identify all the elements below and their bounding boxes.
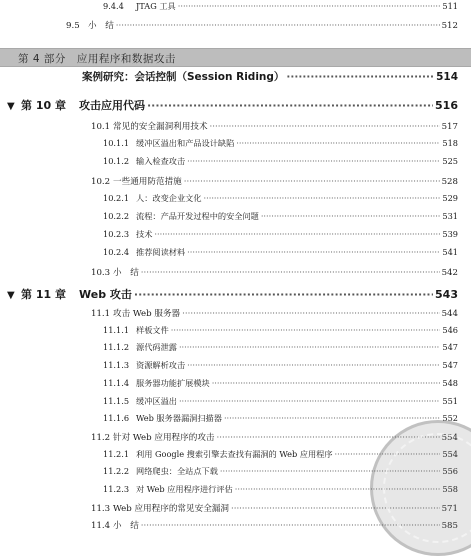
toc-entry[interactable] (91, 175, 458, 187)
entry-number: 10.3 (91, 267, 111, 278)
chapter-title: 攻击应用代码 (79, 99, 145, 112)
entry-title: 技术 (136, 229, 153, 240)
entry-page: 558 (442, 484, 458, 494)
dot-leader (179, 396, 440, 406)
entry-number: 11.1 (91, 309, 111, 319)
entry-title: 资源解析攻击 (136, 360, 186, 371)
dot-leader (187, 247, 440, 257)
entry-page: 548 (442, 377, 458, 388)
entry-page: 556 (442, 466, 458, 477)
entry-title: 缓冲区溢出和产品设计缺陷 (136, 138, 235, 149)
toc-entry[interactable] (103, 413, 458, 424)
dot-leader (210, 122, 440, 132)
chapter-page: 543 (435, 288, 458, 301)
entry-page: 512 (441, 21, 458, 31)
dot-leader (141, 268, 440, 278)
dot-leader (187, 156, 440, 166)
entry-number: 10.1.1 (103, 138, 130, 149)
dot-leader (204, 193, 441, 203)
toc-entry[interactable] (91, 120, 458, 132)
entry-page: 517 (441, 122, 458, 132)
entry-number: 9.5 (66, 21, 80, 31)
entry-page: 547 (442, 360, 458, 371)
dot-leader (134, 288, 433, 301)
entry-number: 11.2 (91, 432, 111, 443)
entry-title: 利用 Google 搜索引擎去查找有漏洞的 Web 应用程序 (136, 448, 333, 459)
toc-entry[interactable] (103, 396, 458, 407)
toc-entry[interactable] (103, 378, 458, 389)
dot-leader (261, 211, 441, 221)
entry-page: 585 (441, 521, 458, 532)
toc-entry[interactable] (103, 229, 458, 240)
entry-number: 11.2.1 (103, 448, 130, 459)
chapter-title: Web 攻击 (79, 288, 132, 301)
dot-leader (224, 413, 440, 423)
entry-title: 常见的安全漏洞利用技术 (113, 122, 208, 132)
entry-page: 528 (441, 176, 458, 187)
dot-leader (212, 378, 441, 388)
entry-page: 554 (442, 448, 458, 459)
entry-page: 541 (442, 247, 458, 258)
toc-case-study[interactable] (82, 69, 458, 84)
entry-title: 人：改变企业文化 (136, 192, 202, 203)
entry-page: 551 (442, 395, 458, 406)
entry-title: 推荐阅读材料 (136, 247, 186, 258)
entry-page: 511 (442, 1, 458, 11)
entry-number: 11.1.5 (103, 395, 130, 406)
part-heading: 第 4 部分 应用程序和数据攻击 (18, 53, 176, 65)
entry-page: 529 (442, 192, 458, 203)
entry-title: 对 Web 应用程序进行评估 (136, 484, 233, 494)
dot-leader (147, 99, 433, 112)
toc-entry[interactable] (103, 247, 458, 258)
toc-entry-9-5[interactable] (66, 19, 458, 31)
chapter-number: 第 10 章 (21, 99, 66, 112)
entry-page: 531 (442, 211, 458, 221)
entry-number: 10.2 (91, 176, 111, 187)
entry-page: 571 (441, 503, 458, 514)
toc-entry[interactable] (103, 342, 458, 353)
case-study-page: 514 (436, 71, 458, 83)
chapter-page: 516 (435, 99, 458, 112)
dot-leader (179, 342, 440, 352)
toc-chapter-10[interactable] (0, 97, 458, 113)
entry-title: Web 服务器漏洞扫描器 (136, 413, 222, 424)
toc-chapter-11[interactable] (0, 286, 458, 302)
entry-number: 10.2.1 (103, 192, 130, 203)
part-heading-band (0, 48, 471, 67)
dot-leader (187, 360, 440, 370)
entry-title: 源代码泄露 (136, 342, 177, 353)
entry-number: 10.1.2 (103, 156, 130, 167)
entry-title: JTAG 工具 (136, 1, 176, 11)
entry-title: 攻击 Web 服务器 (113, 309, 181, 319)
entry-title: 缓冲区溢出 (136, 395, 177, 406)
toc-entry[interactable] (103, 325, 458, 336)
entry-page: 547 (442, 342, 458, 353)
entry-title: 网络爬虫：全站点下载 (136, 466, 218, 477)
entry-title: 流程：产品开发过程中的安全问题 (136, 211, 259, 221)
entry-number: 9.4.4 (103, 1, 124, 11)
entry-number: 10.2.3 (103, 229, 130, 240)
entry-title: 样板文件 (136, 324, 169, 335)
entry-number: 11.1.6 (103, 413, 130, 424)
entry-title: 一些通用防范措施 (113, 176, 182, 187)
entry-number: 10.2.2 (103, 211, 130, 221)
entry-page: 546 (442, 324, 458, 335)
entry-title: 针对 Web 应用程序的攻击 (113, 432, 215, 443)
entry-number: 11.4 (91, 521, 111, 532)
entry-title: 输入检查攻击 (136, 156, 186, 167)
toc-entry[interactable] (91, 307, 458, 319)
chapter-number: 第 11 章 (21, 288, 66, 301)
expand-triangle-icon[interactable]: ▼ (7, 290, 15, 301)
entry-number: 11.3 (91, 503, 111, 514)
entry-page: 554 (441, 432, 458, 443)
entry-page: 542 (441, 267, 458, 278)
entry-page: 552 (442, 413, 458, 424)
entry-page: 518 (442, 138, 458, 149)
dot-leader (184, 177, 440, 187)
dot-leader (286, 71, 434, 83)
expand-triangle-icon[interactable]: ▼ (7, 101, 15, 112)
toc-entry[interactable] (103, 193, 458, 204)
entry-number: 11.2.3 (103, 484, 130, 494)
entry-page: 544 (441, 309, 458, 319)
case-study-title: 案例研究：会话控制（Session Riding） (82, 71, 285, 83)
entry-number: 10.2.4 (103, 247, 130, 258)
entry-title: 小 结 (113, 267, 139, 278)
toc-entry-9-4-4[interactable] (103, 1, 458, 12)
dot-leader (178, 1, 441, 11)
entry-number: 11.1.3 (103, 360, 130, 371)
toc-entry[interactable] (103, 138, 458, 149)
toc-entry[interactable] (103, 211, 458, 222)
entry-page: 539 (442, 229, 458, 240)
entry-title: Web 应用程序的常见安全漏洞 (113, 503, 229, 514)
entry-number: 10.1 (91, 122, 111, 132)
toc-entry[interactable] (103, 360, 458, 371)
dot-leader (171, 325, 441, 335)
entry-number: 11.1.4 (103, 377, 130, 388)
entry-title: 小 结 (88, 21, 114, 31)
toc-entry[interactable] (103, 156, 458, 167)
entry-number: 11.1.2 (103, 342, 130, 353)
dot-leader (236, 138, 440, 148)
entry-title: 服务器功能扩展模块 (136, 377, 210, 388)
stamp-ring (383, 433, 471, 543)
toc-entry[interactable] (91, 266, 458, 278)
entry-number: 11.1.1 (103, 324, 130, 335)
entry-number: 11.2.2 (103, 466, 130, 477)
dot-leader (154, 229, 440, 239)
entry-title: 小 结 (113, 521, 139, 532)
dot-leader (116, 21, 440, 31)
entry-page: 525 (442, 156, 458, 167)
dot-leader (182, 309, 439, 319)
